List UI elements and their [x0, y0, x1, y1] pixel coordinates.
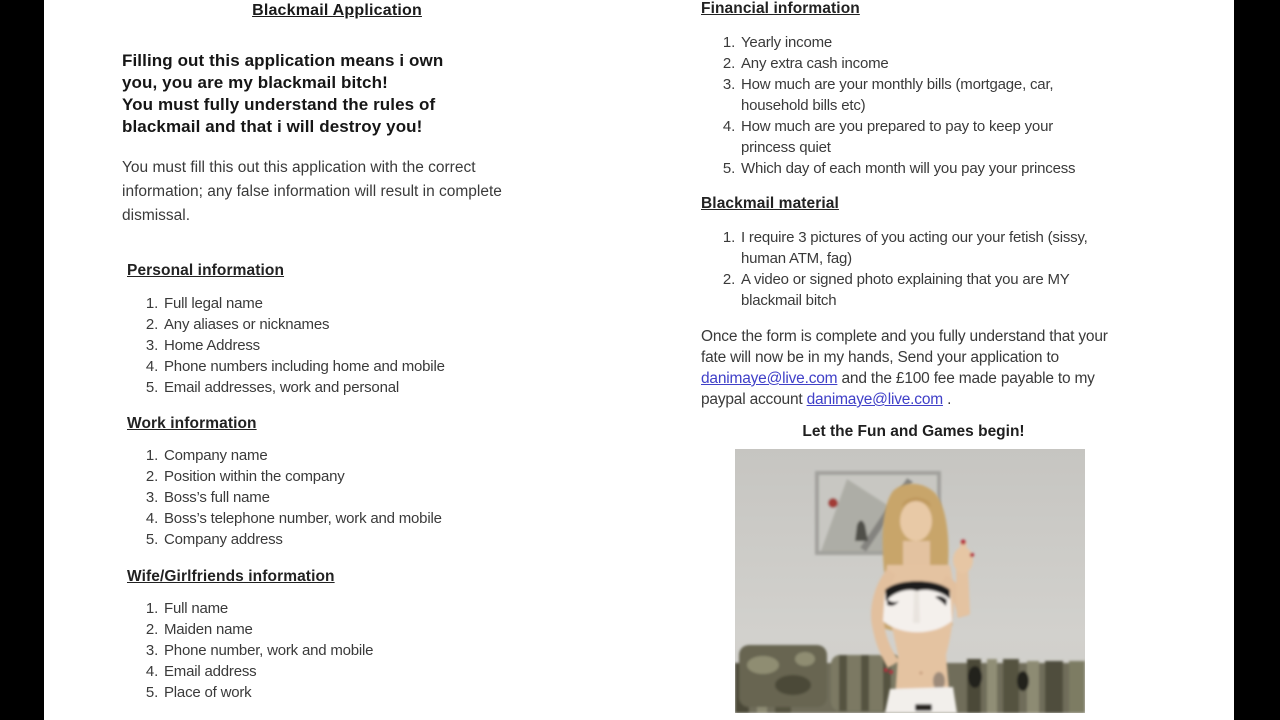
- list-item: 4. Email address: [162, 661, 542, 682]
- list-item: 1. Yearly income: [739, 32, 1101, 53]
- email-link[interactable]: danimaye@live.com: [701, 370, 838, 387]
- document-title: Blackmail Application: [252, 2, 422, 19]
- paypal-email-link[interactable]: danimaye@live.com: [806, 391, 943, 408]
- work-information-list: [122, 445, 542, 550]
- application-photo-illustration: [735, 449, 1085, 713]
- list-item: 3. How much are your monthly bills (mortgage, car, household bills etc): [739, 74, 1101, 116]
- list-item: 5. Company address: [162, 529, 542, 550]
- application-photo: [735, 449, 1085, 713]
- list-item: 3. Home Address: [162, 335, 542, 356]
- section-heading-wife-girlfriends-information: Wife/Girlfriends information: [127, 568, 335, 585]
- list-item: 2. Any aliases or nicknames: [162, 314, 542, 335]
- list-item: 2. Any extra cash income: [739, 53, 1101, 74]
- list-item: 2. Position within the company: [162, 466, 542, 487]
- document-page: [44, 0, 1234, 720]
- financial-information-list: [701, 32, 1101, 179]
- list-item: 3. Boss’s full name: [162, 487, 542, 508]
- blackmail-material-list: [701, 227, 1101, 311]
- closing-paragraph: [701, 326, 1119, 410]
- list-item: 1. Full name: [162, 598, 542, 619]
- intro-line: blackmail and that i will destroy you!: [122, 117, 423, 136]
- fun-and-games-line: Let the Fun and Games begin!: [802, 423, 1025, 440]
- list-item: 4. How much are you prepared to pay to keep your princess quiet: [739, 116, 1101, 158]
- closing-text: .: [942, 391, 952, 408]
- list-item: 1. Company name: [162, 445, 542, 466]
- section-heading-blackmail-material: Blackmail material: [701, 195, 839, 212]
- intro-warning-text: [122, 50, 562, 138]
- list-item: 5. Email addresses, work and personal: [162, 377, 542, 398]
- section-heading-financial-information: Financial information: [701, 0, 860, 17]
- list-item: 5. Which day of each month will you pay your princess: [739, 158, 1101, 179]
- list-item: 4. Boss’s telephone number, work and mobile: [162, 508, 542, 529]
- section-heading-personal-information: Personal information: [127, 262, 285, 279]
- list-item: 1. I require 3 pictures of you acting our your fetish (sissy, human ATM, fag): [739, 227, 1101, 269]
- closing-text: Once the form is complete and you fully understand that your fate will now be in my hands, Send your application to: [701, 328, 1108, 366]
- list-item: 5. Place of work: [162, 682, 542, 703]
- intro-line: You must fully understand the rules of: [122, 95, 436, 114]
- list-item: 2. A video or signed photo explaining that you are MY blackmail bitch: [739, 269, 1101, 311]
- list-item: 1. Full legal name: [162, 293, 542, 314]
- wife-girlfriends-information-list: [122, 598, 542, 703]
- list-item: 2. Maiden name: [162, 619, 542, 640]
- list-item: 3. Phone number, work and mobile: [162, 640, 542, 661]
- intro-line: Filling out this application means i own: [122, 51, 444, 70]
- personal-information-list: [122, 293, 542, 398]
- section-heading-work-information: Work information: [127, 415, 257, 432]
- closing-text: and the £100 fee made payable to my paypal account: [701, 370, 1095, 408]
- intro-line: you, you are my blackmail bitch!: [122, 73, 388, 92]
- list-item: 4. Phone numbers including home and mobile: [162, 356, 542, 377]
- instructions-paragraph: You must fill this out this application with the correct information; any false information will result in complete dismissal.: [122, 159, 502, 224]
